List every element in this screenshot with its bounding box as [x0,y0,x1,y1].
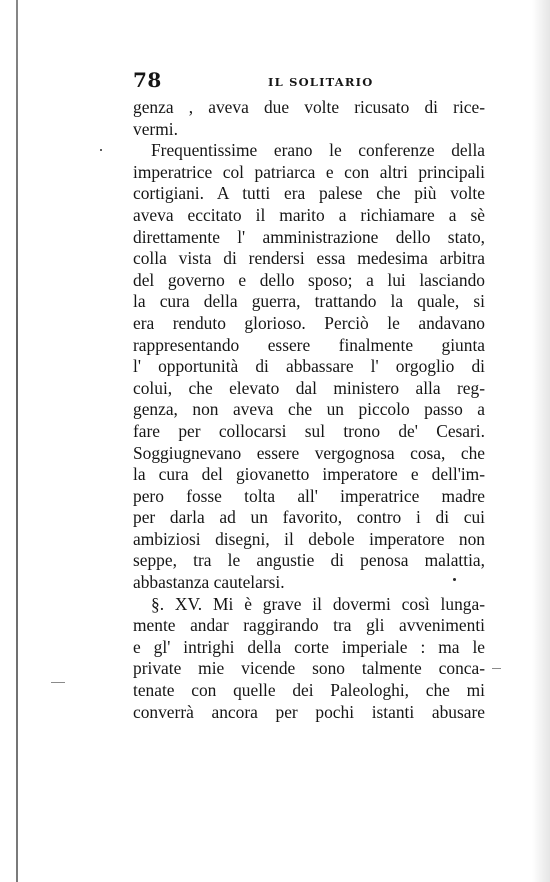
text-line: ambiziosi disegni, il debole imperatore non [133,528,485,549]
text-line: la cura del giovanetto imperatore e dell'im- [133,464,485,485]
text-line: Frequentissime erano le conferenze della [151,140,485,161]
text-line: pero fosse tolta all' imperatrice madre [133,485,485,506]
page-shadow [532,0,550,882]
text-line: mente andar raggirando tra gli avvenimenti [133,615,485,636]
text-line: era renduto glorioso. Perciò le andavano [133,312,485,333]
text-line: colui, che elevato dal ministero alla reg- [133,377,485,398]
text-line: Soggiugnevano essere vergognosa cosa, che [133,442,485,463]
text-line: seppe, tra le angustie di penosa malattia, [133,550,485,571]
text-line: l' opportunità di abbassare l' orgoglio di [133,356,485,377]
running-header [133,70,485,96]
text-line: private mie vicende sono talmente conca- [133,658,485,679]
text-line: per darla ad un favorito, contro i di cui [133,507,485,528]
text-line: colla vista di rendersi essa medesima arbitra [133,248,485,269]
text-line: fare per collocarsi sul trono de' Cesari. [133,420,485,441]
ink-speck [100,149,102,151]
text-line: abbastanza cautelarsi. [133,572,285,593]
page-edge [16,0,18,882]
text-line: converrà ancora per pochi istanti abusare [133,701,485,722]
text-line: rappresentando essere finalmente giunta [133,334,485,355]
body-text [133,97,485,723]
text-line: la cura della guerra, trattando la quale, si [133,291,485,312]
running-title: IL SOLITARIO [268,75,374,89]
text-line: aveva eccitato il marito a richiamare a sè [133,204,485,225]
ink-speck [453,578,456,581]
text-line: imperatrice col patriarca e con altri principali [133,161,485,182]
text-line: tenate con quelle dei Paleologhi, che mi [133,680,485,701]
text-line: genza, non aveva che un piccolo passo a [133,399,485,420]
margin-mark [492,668,501,669]
text-line: e gl' intrighi della corte imperiale : ma le [133,636,485,657]
text-line: genza , aveva due volte ricusato di rice- [133,97,485,117]
text-line: §. XV. Mi è grave il dovermi così lunga- [151,593,485,614]
text-line: direttamente l' amministrazione dello stato, [133,226,485,247]
margin-mark [51,682,65,683]
text-line: del governo e dello sposo; a lui lasciando [133,269,485,290]
text-line: cortigiani. A tutti era palese che più volte [133,183,485,204]
text-line: vermi. [133,118,178,139]
page-number: 78 [133,68,162,92]
